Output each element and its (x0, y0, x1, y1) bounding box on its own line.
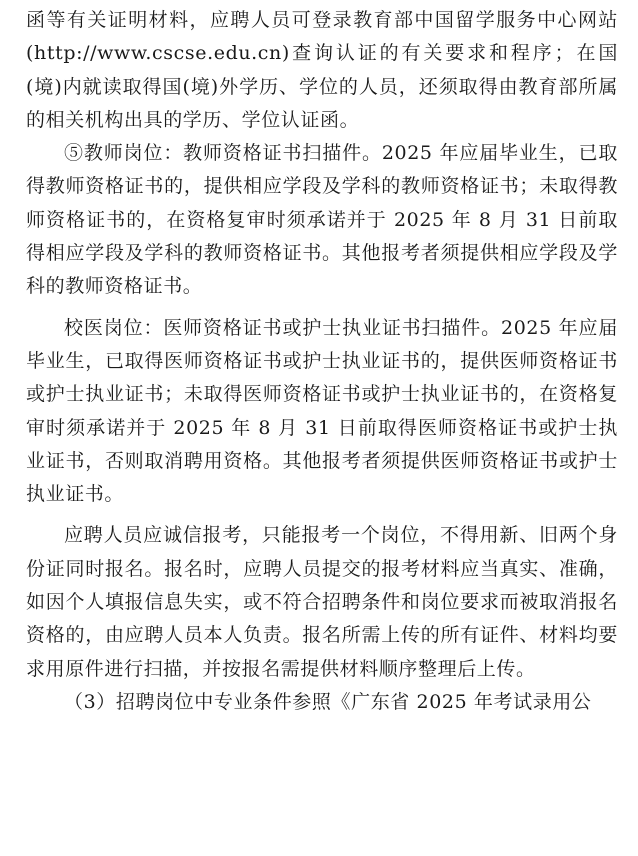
paragraph-teacher-position: ⑤教师岗位：教师资格证书扫描件。2025 年应届毕业生，已取得教师资格证书的，提供相应学段及学科的教师资格证书；未取得教师资格证书的，在资格复审时须承诺并于 2025 年 8 月 31 日前取得相应学段及学科的教师资格证书。其他报考者须提供相应学段及学科的教师资格证书。 (26, 142, 618, 298)
document-page (26, 4, 618, 719)
paragraph-honest-application: 应聘人员应诚信报考，只能报考一个岗位，不得用新、旧两个身份证同时报名。报名时，应聘人员提交的报考材料应当真实、准确，如因个人填报信息失实，或不符合招聘条件和岗位要求而被取消报名资格的，由应聘人员本人负责。报名所需上传的所有证件、材料均要求用原件进行扫描，并按报名需提供材料顺序整理后上传。 (26, 524, 618, 680)
paragraph-item-3: （3）招聘岗位中专业条件参照《广东省 2025 年考试录用公 (64, 690, 592, 713)
paragraph-certification-continuation: 函等有关证明材料，应聘人员可登录教育部中国留学服务中心网站(http://www.cscse.edu.cn)查询认证的有关要求和程序；在国(境)内就读取得国(境)外学历、学位的人员，还须取得由教育部所属的相关机构出具的学历、学位认证函。 (26, 9, 618, 131)
paragraph-school-doctor-position: 校医岗位：医师资格证书或护士执业证书扫描件。2025 年应届毕业生，已取得医师资格证书或护士执业证书的，提供医师资格证书或护士执业证书；未取得医师资格证书或护士执业证书的，在资格复审时须承诺并于 2025 年 8 月 31 日前取得医师资格证书或护士执业证书，否则取消聘用资格。其他报考者须提供医师资格证书或护士执业证书。 (26, 316, 618, 506)
